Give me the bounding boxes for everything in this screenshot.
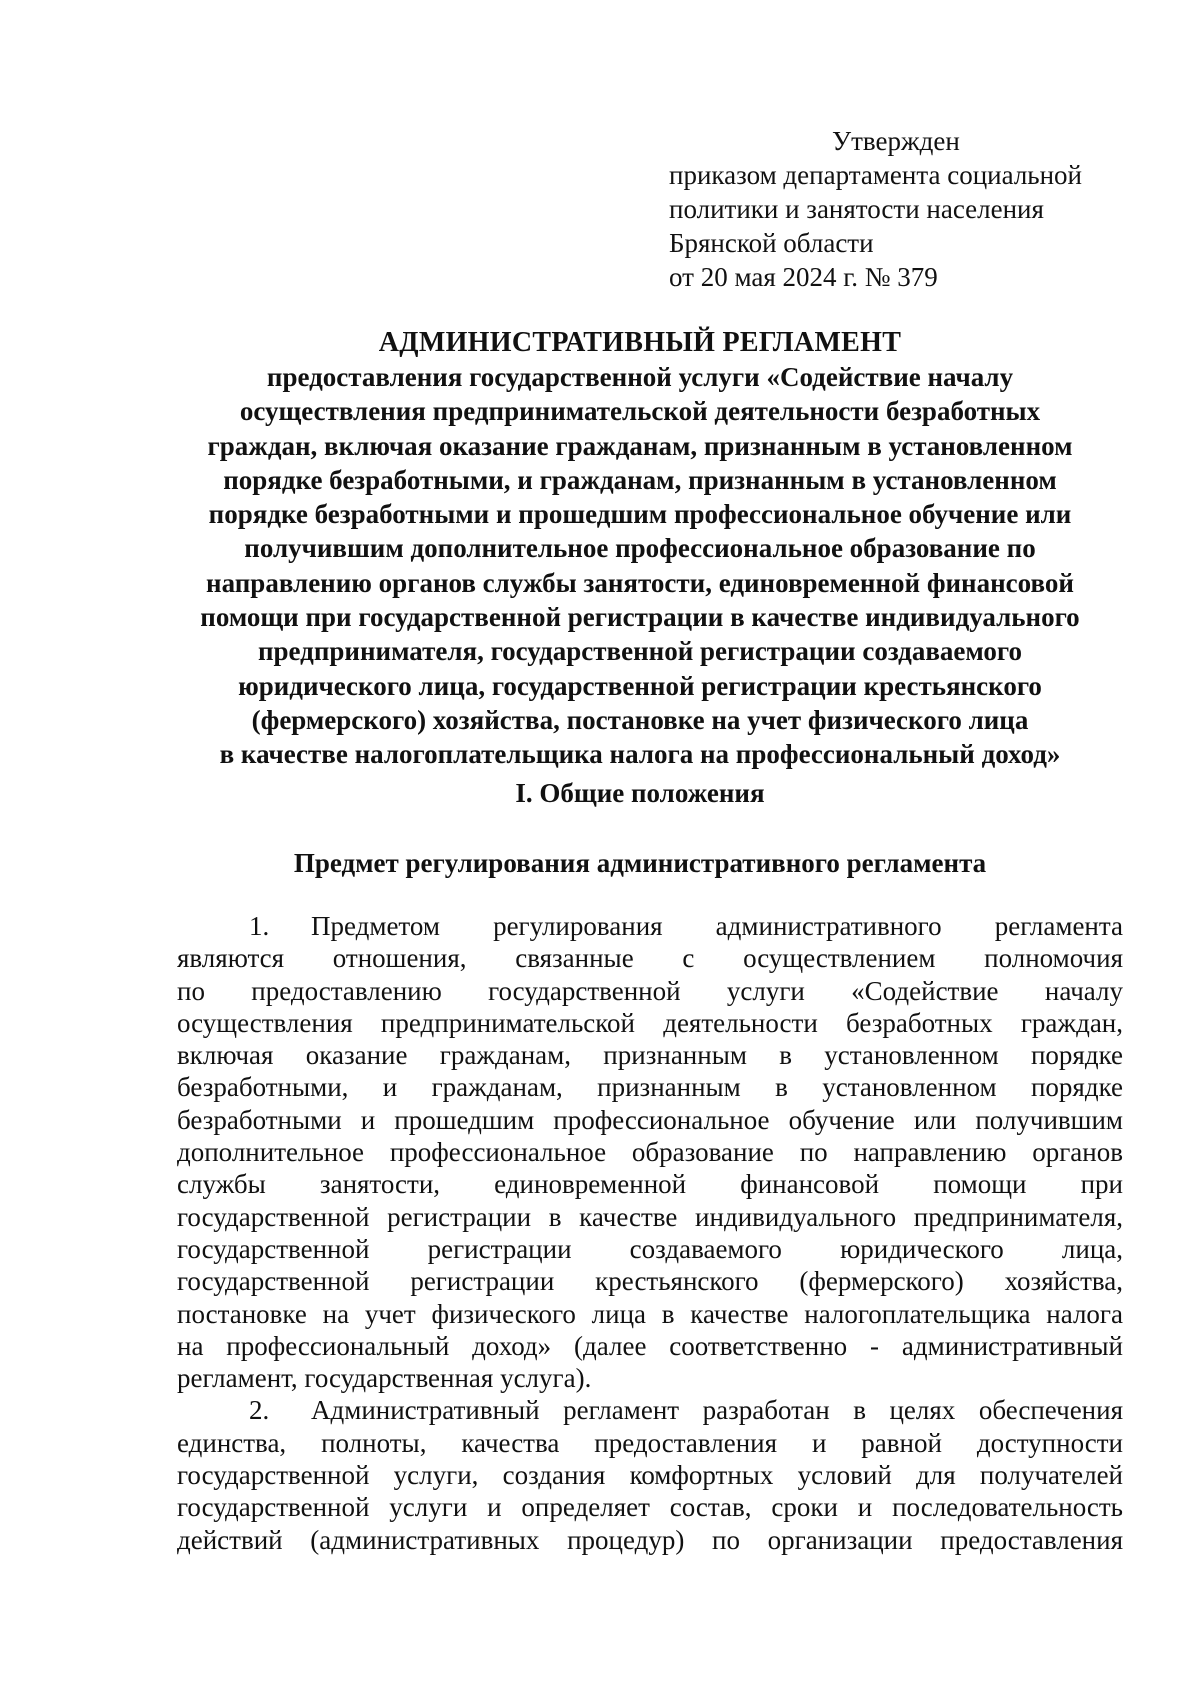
paragraph-line: включая оказание гражданам, признанным в установленном порядке xyxy=(177,1040,1123,1071)
section-subheading: Предмет регулирования административного регламента xyxy=(293,848,987,878)
subtitle-line: предпринимателя, государственной регистрации создаваемого xyxy=(257,636,1023,667)
subtitle-line: в качестве налогоплательщика налога на профессиональный доход» xyxy=(219,739,1061,770)
approval-line: приказом департамента социальной xyxy=(669,160,1083,190)
paragraph-line: службы занятости, единовременной финансовой помощи при xyxy=(177,1169,1123,1200)
subtitle-line: (фермерского) хозяйства, постановке на учет физического лица xyxy=(251,704,1029,735)
document-subtitle xyxy=(160,360,1120,772)
subtitle-line: получившим дополнительное профессиональное образование по xyxy=(244,533,1036,564)
subtitle-line: направлению органов службы занятости, единовременной финансовой xyxy=(206,567,1074,598)
subtitle-line: юридического лица, государственной регистрации крестьянского xyxy=(238,670,1042,701)
paragraph-1-first-line xyxy=(177,910,1123,942)
paragraph-line: безработными и прошедшим профессиональное обучение или получившим xyxy=(177,1104,1123,1135)
approval-line: политики и занятости населения xyxy=(669,194,1044,224)
paragraph-line: осуществления предпринимательской деятельности безработных граждан, xyxy=(177,1007,1123,1038)
paragraph-text: Административный регламент разработан в целях обеспечения xyxy=(311,1395,1123,1426)
paragraph-number: 2. xyxy=(249,1395,270,1426)
paragraph-line: государственной регистрации создаваемого юридического лица, xyxy=(177,1233,1123,1264)
paragraph-line: государственной услуги, создания комфортных условий для получателей xyxy=(177,1460,1123,1491)
paragraph-line: действий (административных процедур) по организации предоставления xyxy=(177,1524,1123,1555)
approval-line: Брянской области xyxy=(669,228,874,258)
approval-line: Утвержден xyxy=(832,126,960,156)
subtitle-line: осуществления предпринимательской деятельности безработных xyxy=(239,396,1041,427)
paragraph-line: по предоставлению государственной услуги «Содействие началу xyxy=(177,975,1123,1006)
paragraph-line: на профессиональный доход» (далее соответственно - административный xyxy=(177,1330,1123,1361)
document-title-block xyxy=(160,325,1120,772)
approval-stamp xyxy=(669,124,1129,294)
paragraph-line: государственной регистрации крестьянского (фермерского) хозяйства, xyxy=(177,1266,1123,1297)
paragraph-line: постановке на учет физического лица в качестве налогоплательщика налога xyxy=(177,1298,1123,1329)
paragraph-number: 1. xyxy=(249,911,270,941)
paragraph-2-first-line xyxy=(177,1394,1123,1426)
section-heading: I. Общие положения xyxy=(515,778,765,808)
paragraph-line: дополнительное профессиональное образование по направлению органов xyxy=(177,1137,1123,1168)
paragraph-line: государственной услуги и определяет состав, сроки и последовательность xyxy=(177,1492,1123,1523)
paragraph-line: регламент, государственная услуга). xyxy=(177,1363,592,1394)
document-body xyxy=(177,910,1123,1556)
subtitle-line: граждан, включая оказание гражданам, признанным в установленном xyxy=(207,430,1073,461)
paragraph-text: Предметом регулирования административного регламента xyxy=(311,911,1123,941)
subtitle-line: порядке безработными, и гражданам, признанным в установленном xyxy=(223,464,1057,495)
document-title: АДМИНИСТРАТИВНЫЙ РЕГЛАМЕНТ xyxy=(378,327,902,358)
subtitle-line: порядке безработными и прошедшим профессиональное обучение или xyxy=(208,499,1072,530)
subtitle-line: помощи при государственной регистрации в качестве индивидуального xyxy=(200,602,1080,633)
paragraph-line: единства, полноты, качества предоставления и равной доступности xyxy=(177,1427,1123,1458)
subtitle-line: предоставления государственной услуги «Содействие началу xyxy=(266,362,1014,392)
paragraph-line: государственной регистрации в качестве индивидуального предпринимателя, xyxy=(177,1201,1123,1232)
paragraph-line: являются отношения, связанные с осуществлением полномочия xyxy=(177,943,1123,974)
approval-line: от 20 мая 2024 г. № 379 xyxy=(669,262,938,292)
paragraph-line: безработными, и гражданам, признанным в установленном порядке xyxy=(177,1072,1123,1103)
